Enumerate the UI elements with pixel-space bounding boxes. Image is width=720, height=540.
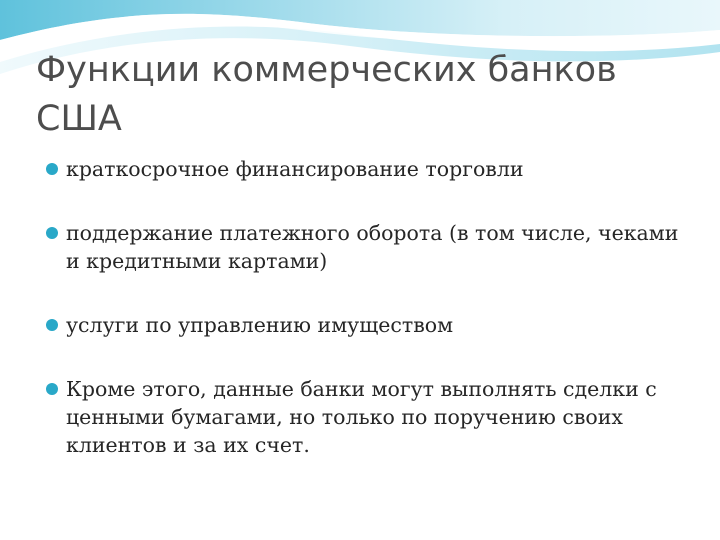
bullet-text: услуги по управлению имуществом	[66, 313, 454, 337]
bullet-dot-icon	[46, 383, 58, 395]
bullet-text: Кроме этого, данные банки могут выполнять сделки с ценными бумагами, но только по поручению своих клиентов и за их счет.	[66, 377, 657, 457]
slide-title: Функции коммерческих банков США	[36, 50, 617, 139]
bullet-dot-icon	[46, 163, 58, 175]
bullet-list	[46, 155, 696, 459]
bullet-text: поддержание платежного оборота (в том числе, чеками и кредитными картами)	[66, 221, 679, 273]
bullet-dot-icon	[46, 319, 58, 331]
bullet-dot-icon	[46, 227, 58, 239]
bullet-text: краткосрочное финансирование торговли	[66, 157, 524, 181]
bullet-item	[46, 375, 696, 459]
bullet-item	[46, 311, 696, 339]
bullet-item	[46, 219, 696, 275]
bullet-item	[46, 155, 696, 183]
